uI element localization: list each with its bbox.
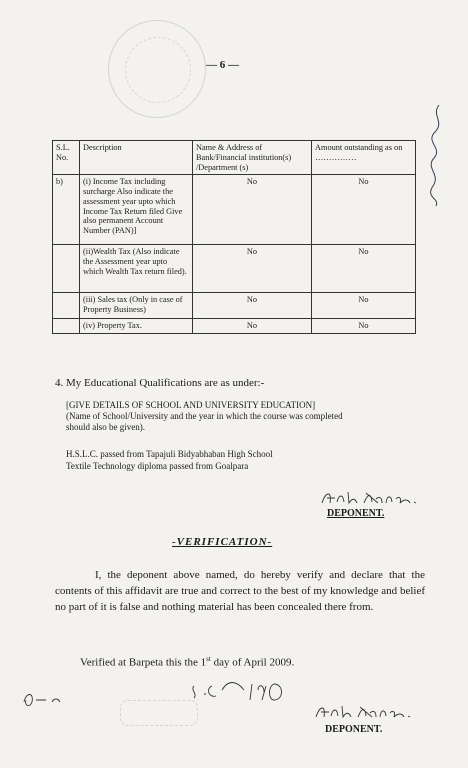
table-row [53,245,416,293]
notary-seal-faint [120,700,198,726]
page-number: — 6 — [206,59,239,71]
deponent-signature-2 [312,702,416,722]
liabilities-table [52,140,416,334]
table-row [53,175,416,245]
verification-body [55,568,425,616]
cell-amount: No [312,175,416,245]
verified-prefix: Verified at Barpeta this the 1 [80,656,207,669]
cell-description: (i) Income Tax including surcharge Also indicate the assessment year upto which Income Tax Return filed Give also permanent Account Number (PAN)] [80,175,193,245]
deponent-signature [318,488,422,508]
table-header-row [53,141,416,175]
cell-bank: No [193,175,312,245]
cell-bank: No [193,245,312,293]
cell-sl: b) [53,175,80,245]
notary-initials [20,688,68,710]
cell-description: (iii) Sales tax (Only in case of Property Business) [80,293,193,319]
cell-description: (ii)Wealth Tax (Also indicate the Assessment year upto which Wealth Tax return filed). [80,245,193,293]
cell-amount: No [312,293,416,319]
education-note: (Name of School/University and the year in which the course was completed [66,411,343,421]
cell-bank: No [193,293,312,319]
verified-suffix: day of April 2009. [210,656,295,669]
table-row [53,319,416,334]
cell-sl [53,245,80,293]
cell-bank: No [193,319,312,334]
deponent-label: DEPONENT. [327,508,385,519]
cell-amount: No [312,319,416,334]
notary-signature-date [188,676,292,710]
header-description: Description [80,141,193,175]
verified-ordinal: st [206,655,211,663]
education-hslc: H.S.L.C. passed from Tapajuli Bidyabhaban High School [66,449,273,459]
cell-amount: No [312,245,416,293]
section4-heading: 4. My Educational Qualifications are as under:- [55,377,265,389]
margin-signature [425,100,449,210]
verification-place-date [80,655,294,669]
deponent-label-2: DEPONENT. [325,724,383,735]
notary-stamp [108,20,206,118]
verification-title: -VERIFICATION- [172,536,273,548]
table-row [53,293,416,319]
header-sl-no: S.L. No. [53,141,80,175]
header-bank: Name & Address of Bank/Financial institution(s) /Department (s) [193,141,312,175]
education-note-continued: should also be given). [66,422,145,432]
header-amount: Amount outstanding as on …………… [312,141,416,175]
verification-text: I, the deponent above named, do hereby verify and declare that the contents of this affidavit are true and correct to the best of my knowledge and belief no part of it is false and nothing material has been concealed there from. [55,569,425,613]
education-instruction: [GIVE DETAILS OF SCHOOL AND UNIVERSITY EDUCATION] [66,400,316,410]
cell-description: (iv) Property Tax. [80,319,193,334]
cell-sl [53,319,80,334]
education-diploma: Textile Technology diploma passed from Goalpara [66,461,249,471]
cell-sl [53,293,80,319]
